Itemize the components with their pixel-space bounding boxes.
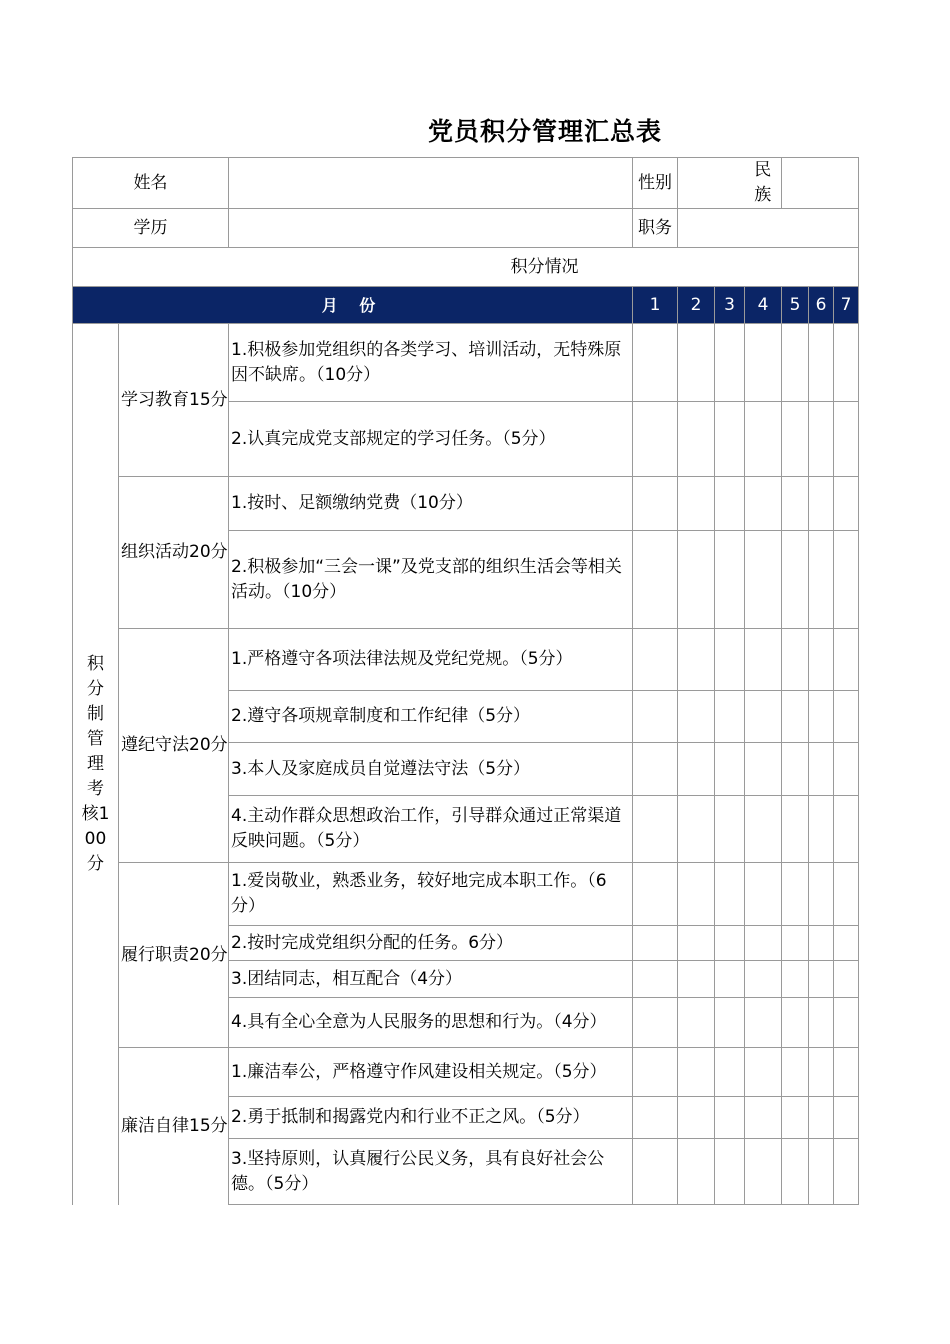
- criterion-item: 2.勇于抵制和揭露党内和行业不正之风。（5分）: [229, 1097, 633, 1139]
- month-3: 3: [715, 287, 745, 324]
- criterion-item: 3.坚持原则，认真履行公民义务，具有良好社会公德。（5分）: [229, 1139, 633, 1205]
- section-heading: 积分情况: [73, 248, 859, 287]
- score-summary-table: [72, 157, 859, 1205]
- month-2: 2: [678, 287, 715, 324]
- table-row: [73, 863, 859, 926]
- criterion-item: 1.爱岗敬业，熟悉业务，较好地完成本职工作。（6分）: [229, 863, 633, 926]
- section-heading-row: [73, 248, 859, 287]
- name-label: 姓名: [73, 158, 229, 209]
- month-1: 1: [633, 287, 678, 324]
- education-label: 学历: [73, 209, 229, 248]
- criterion-item: 2.按时完成党组织分配的任务。6分）: [229, 926, 633, 961]
- page-title: 党员积分管理汇总表: [427, 117, 662, 146]
- criterion-item: 1.廉洁奉公，严格遵守作风建设相关规定。（5分）: [229, 1048, 633, 1097]
- info-row-education: [73, 209, 859, 248]
- info-row-name: [73, 158, 859, 209]
- gender-value-cell[interactable]: [678, 158, 745, 209]
- category-discipline: 遵纪守法20分: [119, 629, 229, 863]
- education-value-cell[interactable]: [229, 209, 633, 248]
- position-label: 职务: [633, 209, 678, 248]
- month-7: 7: [834, 287, 859, 324]
- category-integrity: 廉洁自律15分: [119, 1048, 229, 1205]
- category-duty: 履行职责20分: [119, 863, 229, 1048]
- criterion-item: 1.积极参加党组织的各类学习、培训活动，无特殊原因不缺席。（10分）: [229, 324, 633, 402]
- month-6: 6: [809, 287, 834, 324]
- criterion-item: 2.遵守各项规章制度和工作纪律（5分）: [229, 691, 633, 743]
- category-study: 学习教育15分: [119, 324, 229, 477]
- position-value-cell[interactable]: [678, 209, 859, 248]
- criterion-item: 4.具有全心全意为人民服务的思想和行为。（4分）: [229, 998, 633, 1048]
- criterion-item: 4.主动作群众思想政治工作，引导群众通过正常渠道反映问题。（5分）: [229, 796, 633, 863]
- table-row: [73, 1048, 859, 1097]
- month-header-label: 月 份: [73, 287, 633, 324]
- table-row: [73, 477, 859, 531]
- table-row: [73, 324, 859, 402]
- criterion-item: 3.本人及家庭成员自觉遵法守法（5分）: [229, 743, 633, 796]
- month-4: 4: [745, 287, 782, 324]
- month-5: 5: [782, 287, 809, 324]
- criterion-item: 1.严格遵守各项法律法规及党纪党规。（5分）: [229, 629, 633, 691]
- criterion-item: 1.按时、足额缴纳党费（10分）: [229, 477, 633, 531]
- vertical-total-label: 积分制管理考核100分: [73, 324, 119, 1205]
- category-organization: 组织活动20分: [119, 477, 229, 629]
- criterion-item: 2.认真完成党支部规定的学习任务。（5分）: [229, 402, 633, 477]
- month-header-row: [73, 287, 859, 324]
- criterion-item: 2.积极参加“三会一课”及党支部的组织生活会等相关活动。（10分）: [229, 531, 633, 629]
- criterion-item: 3.团结同志，相互配合（4分）: [229, 961, 633, 998]
- table-row: [73, 629, 859, 691]
- ethnicity-label: 民族: [745, 158, 782, 209]
- gender-label: 性别: [633, 158, 678, 209]
- name-value-cell[interactable]: [229, 158, 633, 209]
- ethnicity-value-cell[interactable]: [782, 158, 859, 209]
